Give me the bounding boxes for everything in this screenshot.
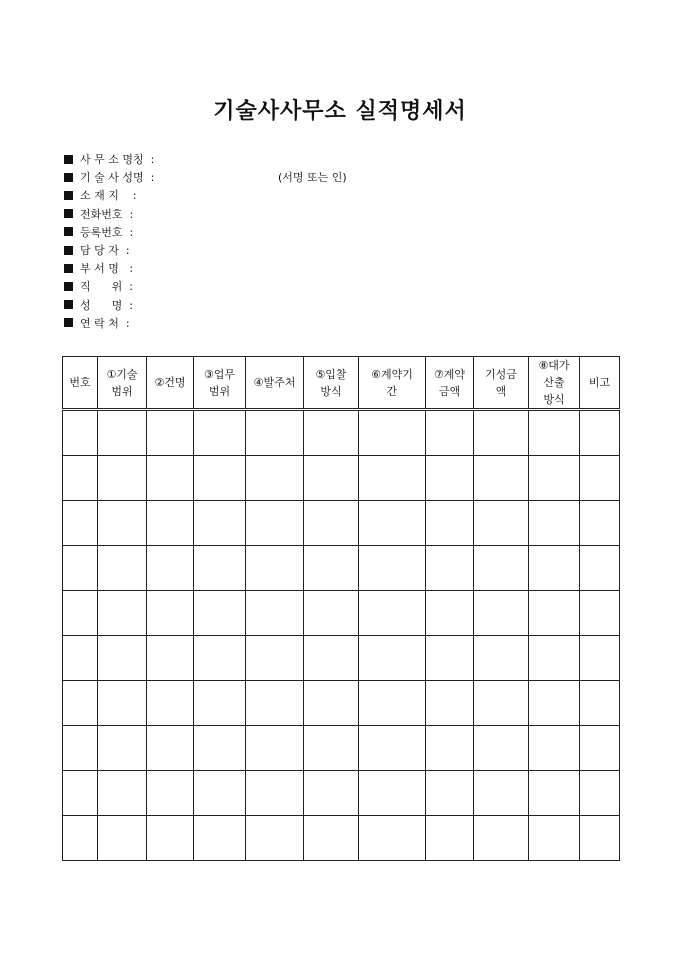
table-cell[interactable] [194, 726, 246, 771]
table-cell[interactable] [359, 816, 426, 861]
column-header-text: 번호 [69, 376, 91, 389]
table-row [63, 816, 620, 861]
info-row-contact [64, 314, 154, 332]
table-cell[interactable] [474, 546, 529, 591]
table-cell[interactable] [580, 501, 620, 546]
table-row [63, 501, 620, 546]
info-label: 담 당 자 : [80, 244, 130, 258]
column-header-text: 비고 [588, 376, 611, 389]
table-cell[interactable] [580, 410, 620, 456]
column-header-text: ⑤입찰 [315, 367, 347, 381]
column-header-text: 산출 [543, 376, 565, 389]
square-bullet-icon [64, 246, 73, 255]
table-cell[interactable] [529, 726, 580, 771]
square-bullet-icon [64, 282, 73, 291]
column-header-text: ①기술 [106, 367, 138, 381]
column-header-text: 액 [495, 384, 507, 398]
table-cell[interactable] [246, 636, 304, 681]
table-cell[interactable] [474, 410, 529, 456]
table-cell[interactable] [359, 501, 426, 546]
office-info-list [64, 150, 347, 332]
table-cell[interactable] [304, 636, 359, 681]
square-bullet-icon [64, 155, 73, 164]
column-header-text: ⑧대가 [538, 359, 570, 372]
info-label: 성 명 : [80, 298, 133, 312]
table-cell[interactable] [580, 726, 620, 771]
info-row-name [64, 296, 154, 314]
table-cell[interactable] [529, 501, 580, 546]
table-cell[interactable] [580, 591, 620, 636]
square-bullet-icon [64, 300, 73, 309]
table-cell[interactable] [426, 636, 474, 681]
info-label: 연 락 처 : [80, 316, 130, 330]
info-label: 기 술 사 성명 : [80, 171, 155, 185]
square-bullet-icon [64, 264, 73, 273]
table-cell[interactable] [63, 410, 98, 456]
table-cell[interactable] [246, 410, 304, 456]
table-cell[interactable] [63, 636, 98, 681]
table-cell[interactable] [98, 591, 147, 636]
table-cell[interactable] [194, 591, 246, 636]
table-cell[interactable] [580, 636, 620, 681]
column-header [529, 357, 580, 410]
info-label: 등록번호 : [80, 225, 134, 239]
table-cell[interactable] [304, 681, 359, 726]
table-cell[interactable] [194, 456, 246, 501]
table-cell[interactable] [529, 681, 580, 726]
table-cell[interactable] [304, 456, 359, 501]
column-header [98, 357, 147, 410]
column-header [304, 357, 359, 410]
table-cell[interactable] [529, 591, 580, 636]
table-cell[interactable] [147, 726, 194, 771]
table-cell[interactable] [194, 771, 246, 816]
table-cell[interactable] [359, 636, 426, 681]
table-cell[interactable] [426, 771, 474, 816]
table-cell[interactable] [98, 410, 147, 456]
table-cell[interactable] [359, 546, 426, 591]
column-header [426, 357, 474, 410]
table-cell[interactable] [426, 816, 474, 861]
table-cell[interactable] [63, 681, 98, 726]
table-cell[interactable] [359, 410, 426, 456]
table-cell[interactable] [474, 501, 529, 546]
column-header-text: ②건명 [154, 376, 186, 389]
table-cell[interactable] [246, 681, 304, 726]
table-cell[interactable] [98, 771, 147, 816]
table-cell[interactable] [474, 771, 529, 816]
square-bullet-icon [64, 318, 73, 327]
info-label: 사 무 소 명칭 : [80, 153, 155, 167]
table-cell[interactable] [426, 681, 474, 726]
table-cell[interactable] [529, 636, 580, 681]
table-cell[interactable] [580, 546, 620, 591]
table-cell[interactable] [474, 636, 529, 681]
table-cell[interactable] [63, 591, 98, 636]
table-cell[interactable] [426, 456, 474, 501]
table-cell[interactable] [98, 546, 147, 591]
table-row [63, 456, 620, 501]
column-header-text: ③업무 [203, 367, 236, 381]
table-cell[interactable] [246, 546, 304, 591]
table-cell[interactable] [147, 546, 194, 591]
table-cell[interactable] [580, 456, 620, 501]
square-bullet-icon [64, 191, 73, 200]
table-cell[interactable] [474, 726, 529, 771]
table-cell[interactable] [246, 501, 304, 546]
table-row [63, 591, 620, 636]
table-cell[interactable] [426, 546, 474, 591]
table-cell[interactable] [147, 636, 194, 681]
table-cell[interactable] [98, 501, 147, 546]
table-cell[interactable] [194, 636, 246, 681]
table-cell[interactable] [529, 771, 580, 816]
table-cell[interactable] [529, 816, 580, 861]
table-cell[interactable] [474, 816, 529, 861]
table-row [63, 636, 620, 681]
table-cell[interactable] [474, 591, 529, 636]
table-row [63, 681, 620, 726]
table-row [63, 726, 620, 771]
column-header-text: ⑥계약기 [371, 367, 413, 381]
table-cell[interactable] [194, 546, 246, 591]
table-cell[interactable] [304, 771, 359, 816]
table-cell[interactable] [63, 726, 98, 771]
table-cell[interactable] [63, 456, 98, 501]
table-cell[interactable] [426, 591, 474, 636]
column-header [474, 357, 529, 410]
table-cell[interactable] [147, 816, 194, 861]
table-cell[interactable] [194, 681, 246, 726]
signature-note: (서명 또는 인) [278, 171, 347, 185]
square-bullet-icon [64, 227, 73, 236]
info-row-manager [64, 241, 154, 259]
table-cell[interactable] [246, 456, 304, 501]
table-cell[interactable] [98, 681, 147, 726]
table-cell[interactable] [426, 726, 474, 771]
info-row-address [64, 186, 154, 204]
table-cell[interactable] [98, 816, 147, 861]
table-cell[interactable] [147, 771, 194, 816]
table-cell[interactable] [359, 681, 426, 726]
table-cell[interactable] [63, 771, 98, 816]
table-cell[interactable] [147, 456, 194, 501]
table-cell[interactable] [98, 636, 147, 681]
info-label: 소 재 지 : [80, 189, 137, 203]
table-cell[interactable] [98, 726, 147, 771]
info-row-engineer-name [64, 168, 347, 186]
table-cell[interactable] [304, 591, 359, 636]
column-header-text: 범위 [111, 384, 133, 398]
column-header [246, 357, 304, 410]
info-row-office-name [64, 150, 154, 168]
table-cell[interactable] [359, 726, 426, 771]
info-row-department [64, 259, 154, 277]
table-cell[interactable] [426, 410, 474, 456]
table-cell[interactable] [304, 816, 359, 861]
column-header [194, 357, 246, 410]
table-row [63, 771, 620, 816]
table-cell[interactable] [474, 456, 529, 501]
column-header-text: ④발주처 [253, 376, 296, 389]
table-cell[interactable] [147, 591, 194, 636]
table-cell[interactable] [426, 501, 474, 546]
column-header-text: 방식 [320, 384, 342, 398]
table-cell[interactable] [529, 456, 580, 501]
info-row-registration [64, 223, 154, 241]
table-cell[interactable] [246, 771, 304, 816]
table-cell[interactable] [246, 726, 304, 771]
table-cell[interactable] [98, 456, 147, 501]
table-cell[interactable] [304, 726, 359, 771]
info-label: 직 위 : [80, 280, 133, 294]
column-header-text: 기성금 [485, 367, 517, 381]
table-cell[interactable] [529, 410, 580, 456]
table-cell[interactable] [359, 771, 426, 816]
square-bullet-icon [64, 173, 73, 182]
info-row-phone [64, 205, 154, 223]
table-cell[interactable] [246, 816, 304, 861]
table-cell[interactable] [580, 816, 620, 861]
table-cell[interactable] [246, 591, 304, 636]
table-cell[interactable] [194, 816, 246, 861]
table-cell[interactable] [580, 771, 620, 816]
table-cell[interactable] [474, 681, 529, 726]
table-row [63, 410, 620, 456]
table-cell[interactable] [529, 546, 580, 591]
table-cell[interactable] [63, 501, 98, 546]
table-row [63, 546, 620, 591]
column-header-text: 간 [386, 384, 398, 398]
table-cell[interactable] [304, 501, 359, 546]
performance-table [62, 356, 620, 861]
table-cell[interactable] [359, 591, 426, 636]
info-label: 부 서 명 : [80, 262, 134, 276]
column-header [580, 357, 620, 410]
column-header-text: 범위 [208, 384, 231, 398]
table-cell[interactable] [359, 456, 426, 501]
info-row-position [64, 277, 154, 295]
column-header-text: ⑦계약 [433, 367, 466, 381]
table-cell[interactable] [304, 410, 359, 456]
document-title: 기술사사무소 실적명세서 [213, 99, 467, 124]
table-cell[interactable] [147, 410, 194, 456]
info-label: 전화번호 : [80, 207, 134, 221]
column-header-text: 금액 [438, 384, 461, 398]
square-bullet-icon [64, 209, 73, 218]
column-header-text: 방식 [543, 393, 565, 406]
column-header [147, 357, 194, 410]
table-header-row [63, 357, 620, 410]
table-cell[interactable] [63, 546, 98, 591]
table-cell[interactable] [63, 816, 98, 861]
column-header [63, 357, 98, 410]
table-cell[interactable] [194, 501, 246, 546]
table-cell[interactable] [147, 501, 194, 546]
table-cell[interactable] [580, 681, 620, 726]
table-cell[interactable] [304, 546, 359, 591]
column-header [359, 357, 426, 410]
table-cell[interactable] [194, 410, 246, 456]
table-cell[interactable] [147, 681, 194, 726]
